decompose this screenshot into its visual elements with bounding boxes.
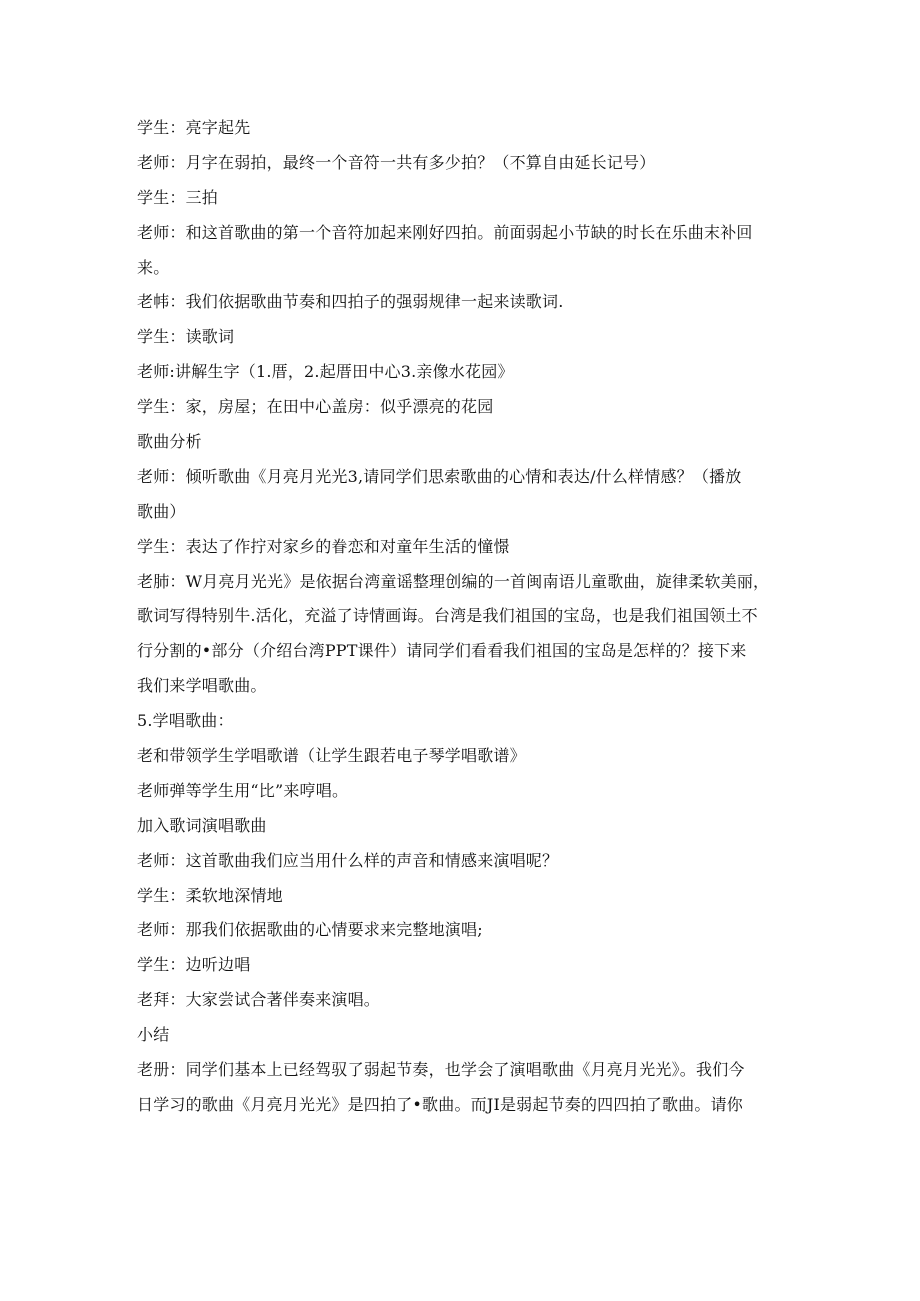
text-line: 老师：那我们依据歌曲的心情要求来完整地演唱;	[137, 920, 483, 940]
text-line: 老师弹等学生用“比”来哼唱。	[137, 780, 349, 800]
section-heading: 5.学唱歌曲：	[137, 711, 234, 731]
text-line: 学生：表达了作拧对家乡的眷恋和对童年生活的憧憬	[137, 536, 510, 556]
text-line: 老肺：W月亮月光光》是依据台湾童谣整理创编的一首闽南语儿童歌曲，旋律柔软美丽，	[137, 571, 770, 591]
text-line: 学生：读歌词	[137, 327, 235, 347]
text-line: 老师:讲解生字（1.厝，2.起厝田中心3.亲像水花园》	[137, 362, 514, 382]
text-line: 学生：三拍	[137, 187, 219, 207]
text-line: 歌曲）	[137, 501, 186, 521]
text-line: 老和带领学生学唱歌谱（让学生跟若电子琴学唱歌谱》	[137, 746, 526, 766]
text-line: 歌词写得特别牛.活化，充溢了诗情画诲。台湾是我们祖国的宝岛，也是我们祖国领土不	[137, 606, 758, 626]
text-line: 学生：柔软地深情地	[137, 885, 283, 905]
text-line: 老师：倾听歌曲《月亮月光光3,请同学们思索歌曲的心情和表达/什么样情感？（播放	[137, 466, 742, 486]
text-line: 学生：家，房屋；在田中心盖房：似乎漂亮的花园	[137, 397, 494, 417]
text-line: 老师：这首歌曲我们应当用什么样的声音和情感来演唱呢？	[137, 850, 559, 870]
text-line: 老帏：我们依据歌曲节奏和四拍子的强弱规律一起来读歌词.	[137, 292, 564, 312]
text-line: 老师：月字在弱拍，最终一个音符一共有多少拍？（不算自由延长记号）	[137, 152, 656, 172]
text-line: 老拜：大家尝试合著伴奏来演唱。	[137, 990, 381, 1010]
document-body	[137, 111, 787, 1123]
text-line: 学生：亮字起先	[137, 118, 251, 137]
section-heading: 歌曲分析	[137, 432, 202, 452]
text-line: 来。	[137, 257, 170, 277]
section-heading: 加入歌词演唱歌曲	[137, 815, 267, 835]
text-line: 行分割的•部分（介绍台湾PPT课件）请同学们看看我们祖国的宝岛是怎样的？接下来	[137, 641, 747, 661]
text-line: 日学习的歌曲《月亮月光光》是四拍了•歌曲。而JI是弱起节奏的四四拍了歌曲。请你	[137, 1094, 743, 1114]
section-heading: 小结	[137, 1025, 170, 1045]
text-line: 我们来学唱歌曲。	[137, 676, 267, 696]
text-line: 学生：边听边唱	[137, 955, 251, 975]
text-line: 老册：同学们基本上已经驾驭了弱起节奏，也学会了演唱歌曲《月亮月光光》。我们今	[137, 1060, 745, 1080]
text-line: 老师：和这首歌曲的第一个音符加起来刚好四拍。前面弱起小节缺的时长在乐曲末补回	[137, 222, 753, 242]
